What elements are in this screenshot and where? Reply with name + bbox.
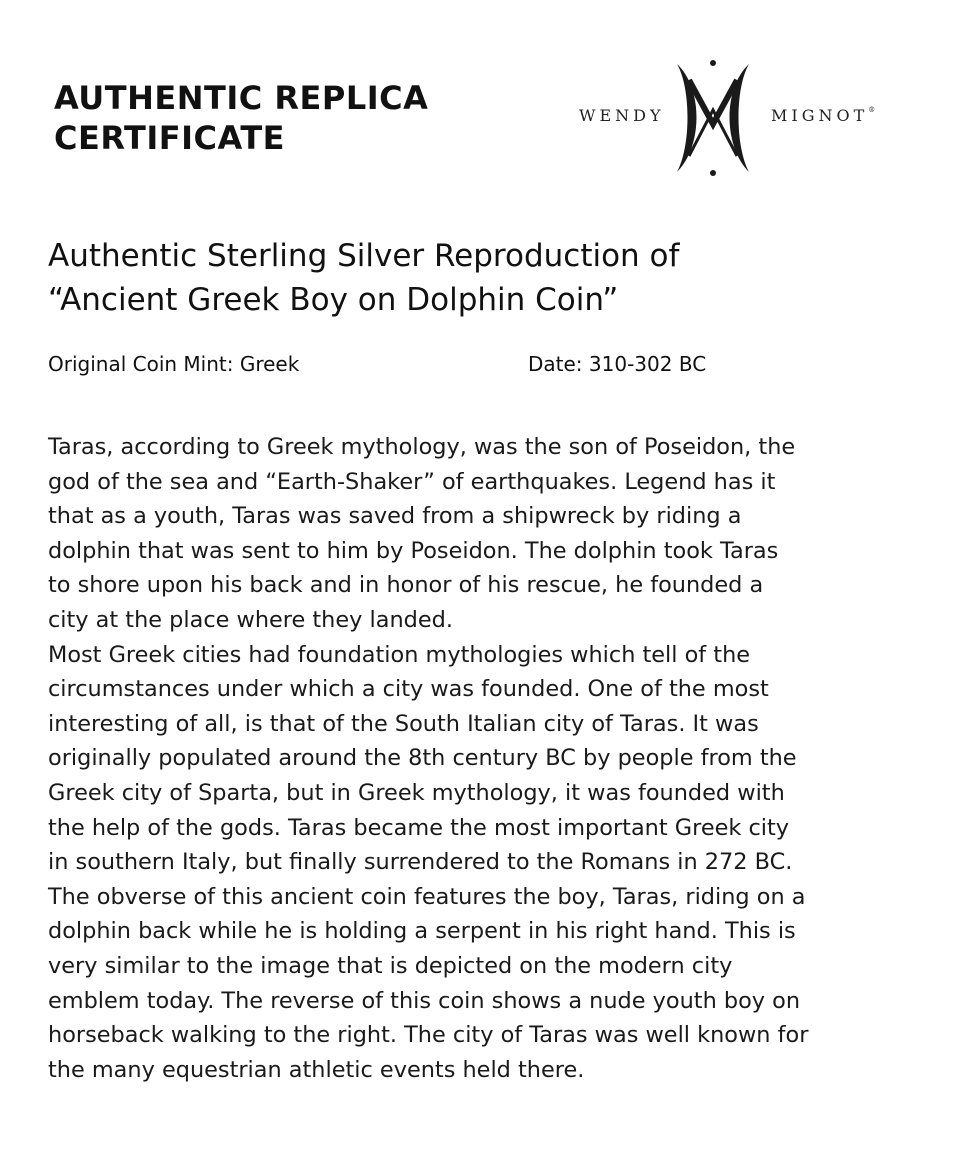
body-line: the help of the gods. Taras became the most important Greek city (48, 814, 790, 841)
body-line: Most Greek cities had foundation mythologies which tell of the (48, 641, 751, 668)
body-line: horseback walking to the right. The city of Taras was well known for (48, 1022, 809, 1049)
body-line: interesting of all, is that of the South Italian city of Taras. It was (48, 710, 759, 737)
body-line: The obverse of this ancient coin features the boy, Taras, riding on a (48, 883, 806, 910)
certificate-title-line-1: AUTHENTIC REPLICA (54, 79, 429, 117)
body-line: very similar to the image that is depicted on the modern city (48, 952, 733, 979)
brand-logo (575, 58, 895, 178)
product-headline (48, 234, 908, 322)
description-paragraph-2 (48, 638, 908, 1088)
logo-left-word: WENDY (579, 106, 665, 125)
body-line: dolphin back while he is holding a serpent in his right hand. This is (48, 918, 796, 945)
description-paragraph-1 (48, 430, 908, 638)
certificate-title (54, 78, 428, 158)
body-line: emblem today. The reverse of this coin shows a nude youth boy on (48, 987, 801, 1014)
body-line: Taras, according to Greek mythology, was the son of Poseidon, the (48, 434, 796, 460)
certificate-title-line-2: CERTIFICATE (54, 119, 285, 157)
registered-mark: ® (868, 106, 876, 114)
body-line: originally populated around the 8th century BC by people from the (48, 745, 797, 772)
body-line: in southern Italy, but finally surrendered to the Romans in 272 BC. (48, 849, 793, 876)
description-body (48, 430, 908, 1087)
headline-line-2: “Ancient Greek Boy on Dolphin Coin” (48, 282, 619, 318)
headline-line-1: Authentic Sterling Silver Reproduction of (48, 238, 680, 274)
body-line: circumstances under which a city was founded. One of the most (48, 676, 769, 703)
coin-date: Date: 310-302 BC (528, 352, 707, 376)
body-line: god of the sea and “Earth-Shaker” of earthquakes. Legend has it (48, 468, 776, 495)
body-line: city at the place where they landed. (48, 606, 453, 633)
body-line: that as a youth, Taras was saved from a shipwreck by riding a (48, 503, 742, 530)
logo-right-word-text: MIGNOT (771, 106, 869, 125)
body-line: Greek city of Sparta, but in Greek mythology, it was founded with (48, 779, 785, 806)
logo-right-word (771, 106, 875, 125)
body-line: the many equestrian athletic events held there. (48, 1056, 585, 1083)
body-line: dolphin that was sent to him by Poseidon. The dolphin took Taras (48, 537, 779, 564)
body-line: to shore upon his back and in honor of his rescue, he founded a (48, 572, 764, 599)
wm-monogram-icon (663, 58, 763, 178)
original-mint: Original Coin Mint: Greek (48, 352, 300, 376)
